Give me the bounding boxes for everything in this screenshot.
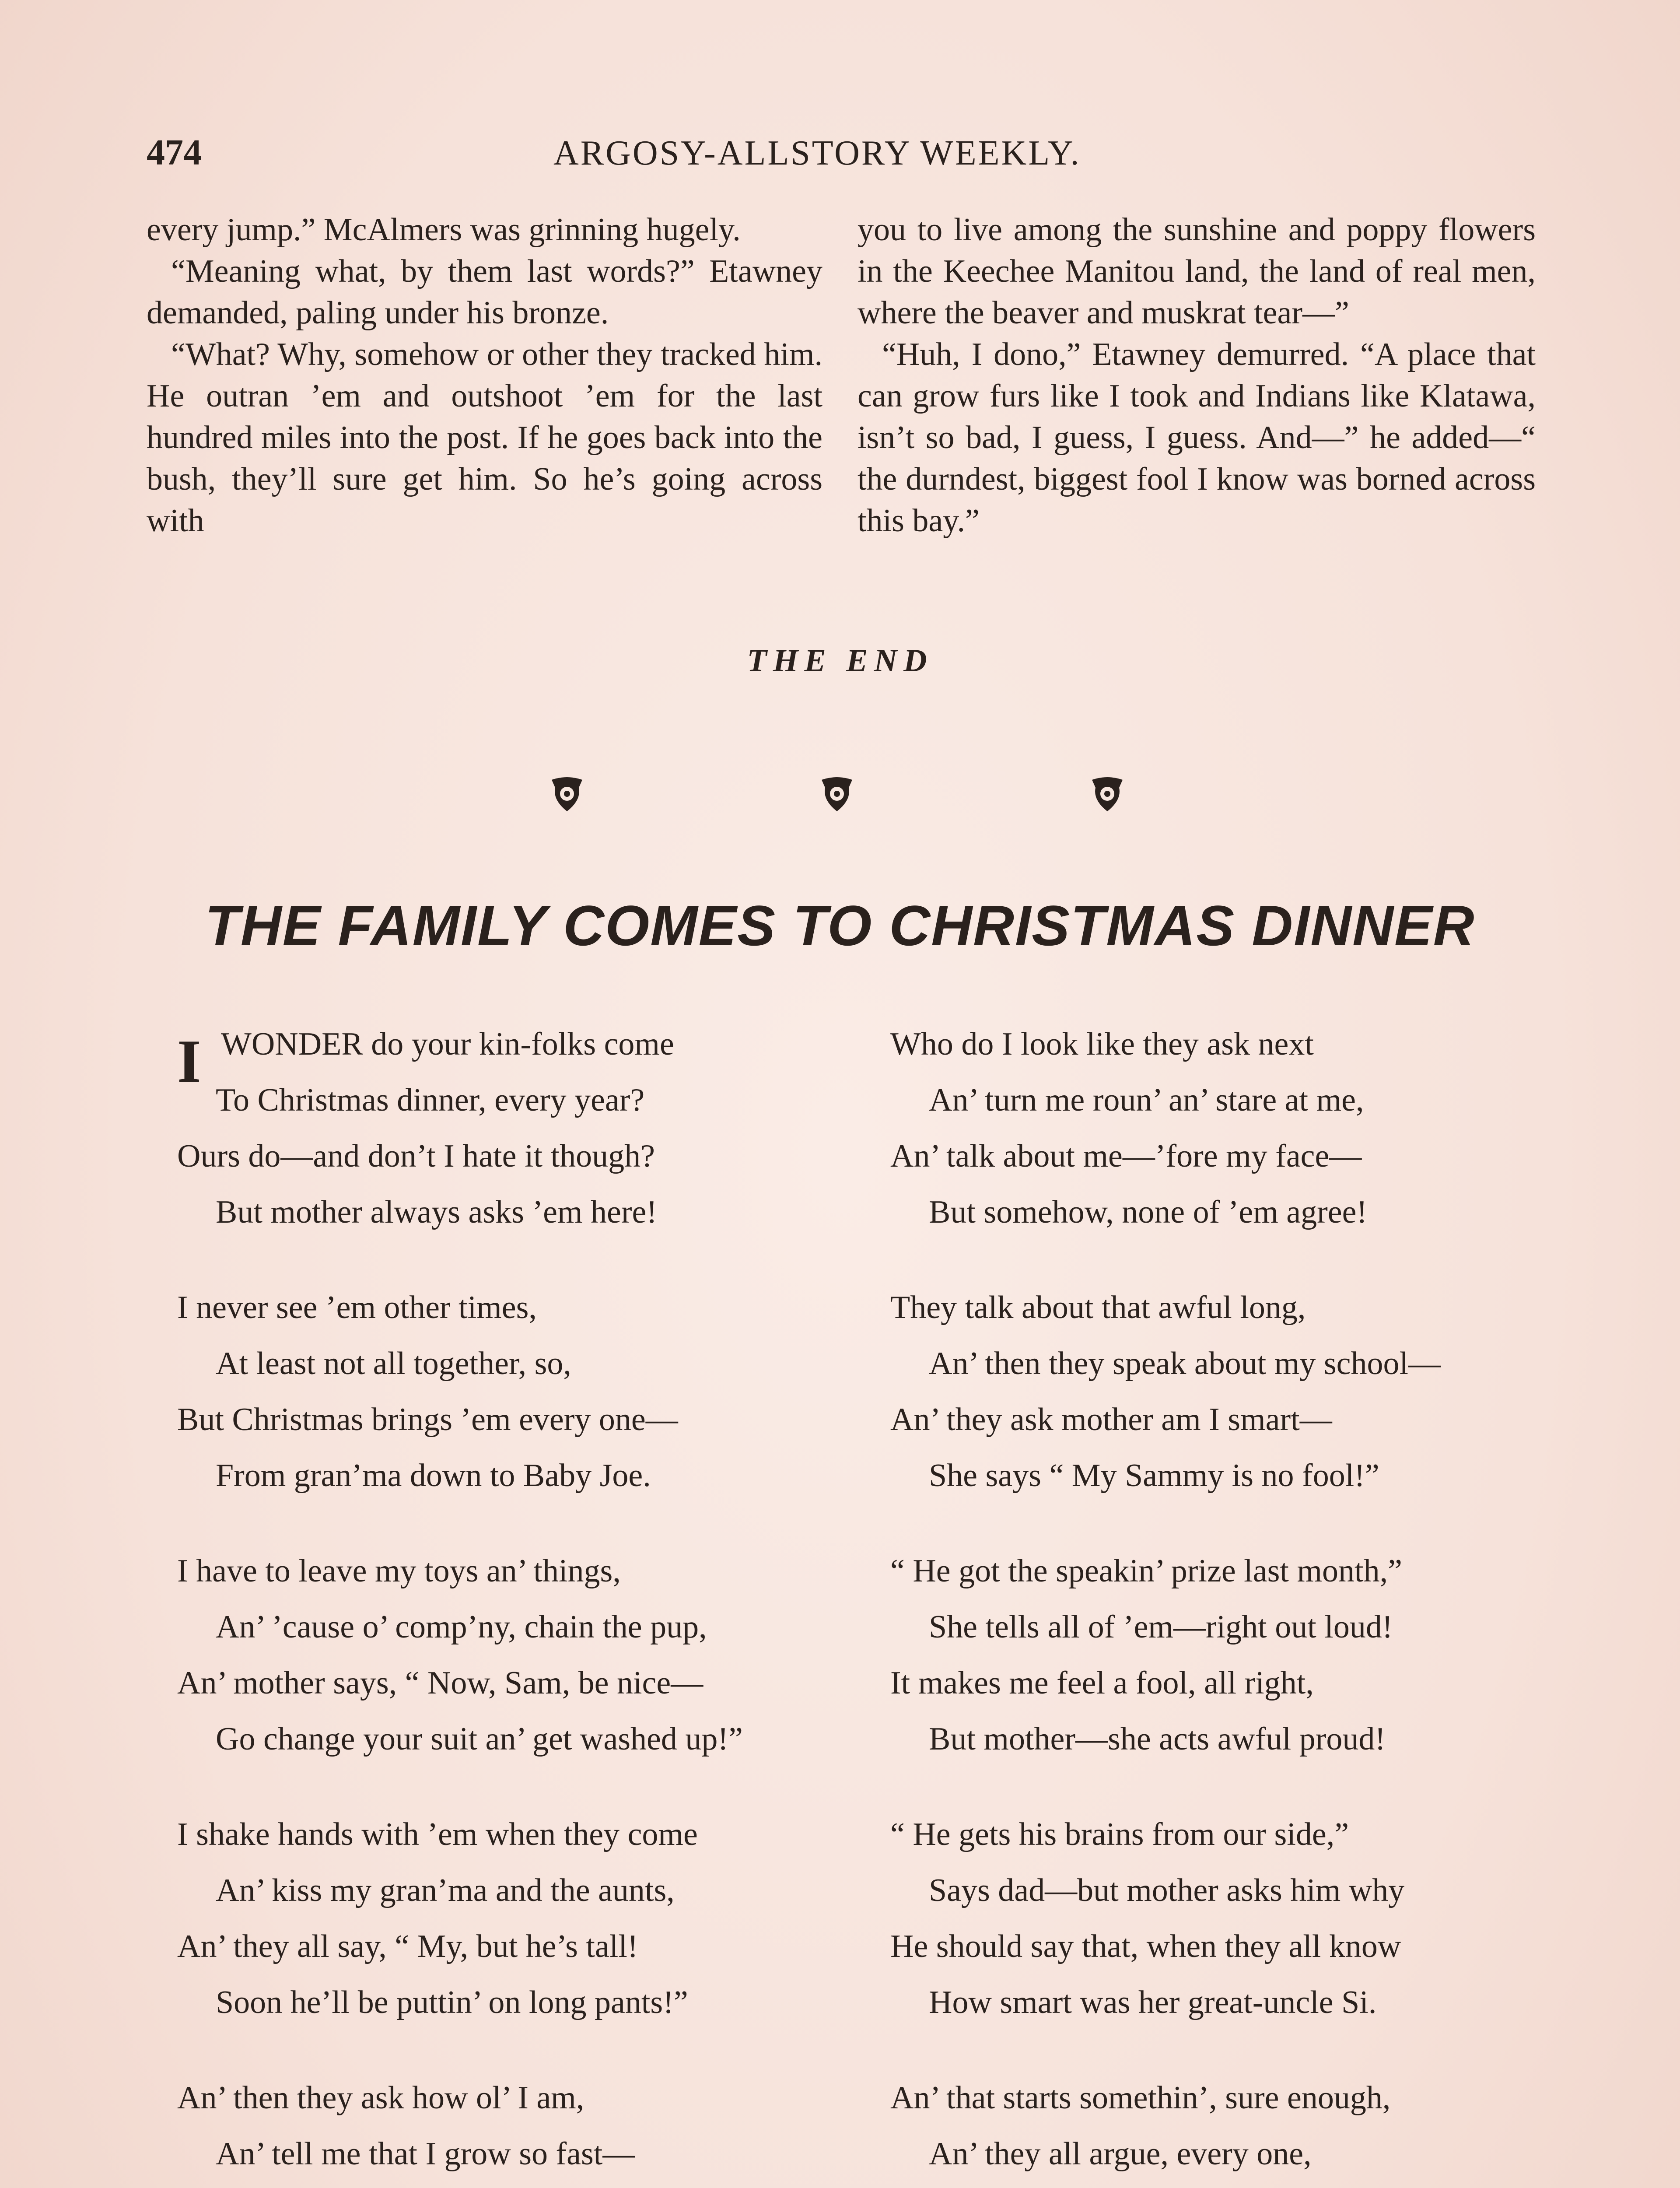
poem-line: An’ mother says, “ Now, Sam, be nice—	[177, 1665, 704, 1701]
poem-line	[890, 2182, 1441, 2188]
poem-line: An’ they ask mother am I smart—	[890, 1402, 1332, 1438]
poem-line: They talk about that awful long,	[890, 1290, 1306, 1325]
poem-line: An’ that starts somethin’, sure enough,	[890, 2080, 1391, 2116]
poem-line: I have to leave my toys an’ things,	[177, 1553, 621, 1589]
poem-line: An’ they all say, “ My, but he’s tall!	[177, 1929, 638, 1964]
prose-column-right	[858, 209, 1536, 542]
prose-paragraph: “Meaning what, by them last words?” Etawney demanded, paling under his bronze.	[147, 253, 822, 331]
poem-line: An’ talk about me—’fore my face—	[890, 1138, 1362, 1174]
poem-line: At least not all together, so,	[216, 1346, 571, 1382]
stanza	[177, 2070, 743, 2188]
prose-paragraph: every jump.” McAlmers was grinning hugely.	[147, 212, 741, 248]
poem-line: But somehow, none of ’em agree!	[929, 1194, 1368, 1230]
stanza	[177, 1543, 743, 1767]
poem-line: Who do I look like they ask next	[890, 1026, 1314, 1062]
ornament-icon	[1088, 774, 1126, 813]
prose-paragraph: “What? Why, somehow or other they tracked him. He outran ’em and outshoot ’em for the last hundred miles into the post. If he goes back into the bush, they’ll sure get him. So he’s going across with	[147, 337, 822, 539]
stanza	[890, 1280, 1441, 1504]
stanza	[890, 1806, 1441, 2030]
poem-line: Soon he’ll be puttin’ on long pants!”	[216, 1985, 688, 2020]
prose-paragraph: “Huh, I dono,” Etawney demurred. “A place that can grow furs like I took and Indians like Klatawa, isn’t so bad, I guess, I guess. And—” he added—“ the durndest, biggest fool I know was borned across this bay.”	[858, 337, 1536, 539]
poem-line: An’ ’cause o’ comp’ny, chain the pup,	[216, 1609, 707, 1645]
poem-line: She says “ My Sammy is no fool!”	[929, 1458, 1379, 1494]
stanza	[177, 1806, 743, 2030]
poem-line: An’ then they speak about my school—	[929, 1346, 1441, 1382]
poem-line: It makes me feel a fool, all right,	[890, 1665, 1314, 1701]
page-header	[147, 131, 1131, 179]
poem-column-left	[177, 1016, 743, 2188]
poem-line: “ He gets his brains from our side,”	[890, 1816, 1349, 1852]
poem-line: An’ tell me that I grow so fast—	[216, 2136, 635, 2172]
poem-line: An’ then they ask how ol’ I am,	[177, 2080, 584, 2116]
poem-line: But mother—she acts awful proud!	[929, 1721, 1386, 1757]
poem-line: Says dad—but mother asks him why	[929, 1872, 1405, 1908]
prose-column-left	[147, 209, 822, 542]
poem-line: To Christmas dinner, every year?	[216, 1082, 645, 1118]
poem-line: I never see ’em other times,	[177, 1290, 537, 1325]
poem-line: An’ kiss my gran’ma and the aunts,	[216, 1872, 675, 1908]
stanza	[890, 2070, 1441, 2188]
poem-line: He should say that, when they all know	[890, 1929, 1401, 1964]
poem-title: THE FAMILY COMES TO CHRISTMAS DINNER	[205, 894, 1475, 957]
poem-line: An’ turn me roun’ an’ stare at me,	[929, 1082, 1364, 1118]
drop-cap: I	[177, 1027, 201, 1095]
prose-paragraph: you to live among the sunshine and poppy flowers in the Keechee Manitou land, the land of real men, where the beaver and muskrat tear—”	[858, 212, 1536, 331]
poem-line	[177, 1016, 743, 1095]
poem-line	[177, 2182, 743, 2188]
poem-line-text: WONDER do your kin-folks come	[221, 1026, 674, 1062]
poem-line: How smart was her great-uncle Si.	[929, 1985, 1377, 2020]
ornament-icon	[818, 774, 856, 813]
running-head: ARGOSY-ALLSTORY WEEKLY.	[553, 134, 1081, 172]
the-end-marker: THE END	[747, 643, 933, 679]
poem-line: An’ they all argue, every one,	[929, 2136, 1312, 2172]
page-number: 474	[147, 132, 202, 173]
stanza	[177, 1280, 743, 1504]
stanza	[890, 1543, 1441, 1767]
poem-line: I shake hands with ’em when they come	[177, 1816, 698, 1852]
poem-line: “ He got the speakin’ prize last month,”	[890, 1553, 1402, 1589]
poem-line: But mother always asks ’em here!	[216, 1194, 657, 1230]
poem-line: She tells all of ’em—right out loud!	[929, 1609, 1393, 1645]
poem-column-right	[890, 1016, 1441, 2188]
poem-line: But Christmas brings ’em every one—	[177, 1402, 678, 1438]
poem-line: From gran’ma down to Baby Joe.	[216, 1458, 651, 1494]
poem-line: Ours do—and don’t I hate it though?	[177, 1138, 655, 1174]
stanza	[890, 1016, 1441, 1240]
stanza	[177, 1016, 743, 1240]
poem-line: Go change your suit an’ get washed up!”	[216, 1721, 743, 1757]
ornament-icon	[548, 774, 586, 813]
